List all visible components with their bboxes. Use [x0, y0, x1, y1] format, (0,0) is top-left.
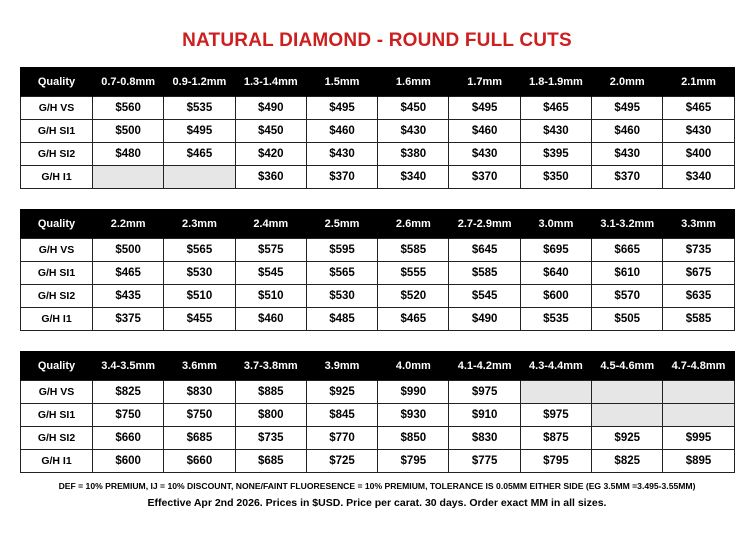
empty-price-cell [93, 166, 164, 189]
price-cell: $530 [306, 285, 377, 308]
price-cell: $375 [93, 308, 164, 331]
column-header-size: 2.3mm [164, 209, 235, 239]
price-cell: $520 [378, 285, 449, 308]
column-header-size: 4.5-4.6mm [592, 351, 663, 381]
column-header-size: 1.3-1.4mm [235, 67, 306, 97]
price-cell: $675 [663, 262, 734, 285]
price-cell: $490 [235, 97, 306, 120]
price-cell: $975 [449, 381, 520, 404]
column-header-size: 1.7mm [449, 67, 520, 97]
price-cell: $830 [449, 427, 520, 450]
table-row [21, 97, 735, 120]
price-cell: $830 [164, 381, 235, 404]
price-cell: $370 [592, 166, 663, 189]
column-header-quality: Quality [21, 209, 93, 239]
price-cell: $480 [93, 143, 164, 166]
table-row [21, 404, 735, 427]
price-cell: $530 [164, 262, 235, 285]
price-cell: $545 [235, 262, 306, 285]
quality-cell: G/H SI1 [21, 404, 93, 427]
price-cell: $750 [164, 404, 235, 427]
price-cell: $465 [663, 97, 734, 120]
empty-price-cell [592, 381, 663, 404]
price-cell: $430 [378, 120, 449, 143]
price-cell: $575 [235, 239, 306, 262]
table-row [21, 285, 735, 308]
quality-cell: G/H SI2 [21, 285, 93, 308]
column-header-size: 2.2mm [93, 209, 164, 239]
table-row [21, 427, 735, 450]
price-cell: $435 [93, 285, 164, 308]
quality-cell: G/H SI2 [21, 143, 93, 166]
price-cell: $430 [592, 143, 663, 166]
quality-cell: G/H I1 [21, 308, 93, 331]
column-header-size: 3.0mm [520, 209, 591, 239]
price-cell: $465 [164, 143, 235, 166]
price-cell: $685 [164, 427, 235, 450]
price-cell: $460 [306, 120, 377, 143]
empty-price-cell [592, 404, 663, 427]
pricing-footnote: DEF = 10% PREMIUM, IJ = 10% DISCOUNT, NONE/FAINT FLUORESENCE = 10% PREMIUM, TOLERANCE IS 0.05MM EITHER SIDE (EG 3.5MM =3.495-3.55MM) [58, 481, 696, 491]
price-cell: $430 [520, 120, 591, 143]
table-row [21, 239, 735, 262]
price-cell: $360 [235, 166, 306, 189]
table-row [21, 262, 735, 285]
column-header-size: 2.6mm [378, 209, 449, 239]
column-header-size: 2.4mm [235, 209, 306, 239]
column-header-size: 3.4-3.5mm [93, 351, 164, 381]
price-cell: $450 [235, 120, 306, 143]
quality-cell: G/H VS [21, 381, 93, 404]
price-cell: $340 [378, 166, 449, 189]
price-cell: $510 [164, 285, 235, 308]
empty-price-cell [663, 381, 734, 404]
price-cell: $725 [306, 450, 377, 473]
column-header-size: 3.6mm [164, 351, 235, 381]
table-row [21, 120, 735, 143]
price-cell: $460 [235, 308, 306, 331]
price-cell: $430 [306, 143, 377, 166]
column-header-size: 3.1-3.2mm [592, 209, 663, 239]
column-header-size: 3.9mm [306, 351, 377, 381]
price-cell: $460 [592, 120, 663, 143]
price-cell: $565 [306, 262, 377, 285]
column-header-size: 2.7-2.9mm [449, 209, 520, 239]
price-cell: $420 [235, 143, 306, 166]
price-cell: $535 [164, 97, 235, 120]
price-cell: $795 [520, 450, 591, 473]
table-row [21, 143, 735, 166]
price-cell: $340 [663, 166, 734, 189]
price-cell: $430 [663, 120, 734, 143]
price-cell: $505 [592, 308, 663, 331]
price-cell: $465 [520, 97, 591, 120]
column-header-quality: Quality [21, 67, 93, 97]
price-cell: $995 [663, 427, 734, 450]
price-cell: $795 [378, 450, 449, 473]
price-cell: $600 [93, 450, 164, 473]
price-cell: $885 [235, 381, 306, 404]
empty-price-cell [663, 404, 734, 427]
empty-price-cell [520, 381, 591, 404]
column-header-size: 1.5mm [306, 67, 377, 97]
column-header-quality: Quality [21, 351, 93, 381]
price-cell: $930 [378, 404, 449, 427]
price-cell: $460 [449, 120, 520, 143]
price-cell: $450 [378, 97, 449, 120]
column-header-size: 0.7-0.8mm [93, 67, 164, 97]
price-cell: $465 [378, 308, 449, 331]
price-cell: $925 [306, 381, 377, 404]
price-cell: $585 [663, 308, 734, 331]
table-row [21, 450, 735, 473]
price-cell: $535 [520, 308, 591, 331]
price-cell: $660 [93, 427, 164, 450]
price-cell: $495 [164, 120, 235, 143]
price-cell: $750 [93, 404, 164, 427]
price-cell: $500 [93, 239, 164, 262]
price-cell: $610 [592, 262, 663, 285]
price-cell: $585 [378, 239, 449, 262]
column-header-size: 2.1mm [663, 67, 734, 97]
price-cell: $500 [93, 120, 164, 143]
column-header-size: 1.6mm [378, 67, 449, 97]
price-cell: $825 [93, 381, 164, 404]
effective-date-note: Effective Apr 2nd 2026. Prices in $USD. Price per carat. 30 days. Order exact MM in all sizes. [147, 497, 607, 509]
price-cell: $490 [449, 308, 520, 331]
price-cell: $495 [306, 97, 377, 120]
price-cell: $635 [663, 285, 734, 308]
table-row [21, 308, 735, 331]
header-row [21, 67, 735, 97]
quality-cell: G/H I1 [21, 166, 93, 189]
price-cell: $380 [378, 143, 449, 166]
price-cell: $695 [520, 239, 591, 262]
quality-cell: G/H SI1 [21, 262, 93, 285]
price-cell: $685 [235, 450, 306, 473]
price-cell: $775 [449, 450, 520, 473]
price-cell: $990 [378, 381, 449, 404]
column-header-size: 4.0mm [378, 351, 449, 381]
price-cell: $825 [592, 450, 663, 473]
column-header-size: 4.1-4.2mm [449, 351, 520, 381]
header-row [21, 351, 735, 381]
table-row [21, 381, 735, 404]
price-cell: $510 [235, 285, 306, 308]
price-cell: $925 [592, 427, 663, 450]
price-cell: $770 [306, 427, 377, 450]
price-cell: $645 [449, 239, 520, 262]
column-header-size: 2.5mm [306, 209, 377, 239]
price-cell: $560 [93, 97, 164, 120]
price-cell: $660 [164, 450, 235, 473]
price-cell: $910 [449, 404, 520, 427]
price-cell: $585 [449, 262, 520, 285]
price-cell: $545 [449, 285, 520, 308]
price-table-2 [20, 209, 735, 331]
quality-cell: G/H VS [21, 97, 93, 120]
price-cell: $800 [235, 404, 306, 427]
column-header-size: 0.9-1.2mm [164, 67, 235, 97]
quality-cell: G/H VS [21, 239, 93, 262]
page-title: NATURAL DIAMOND - ROUND FULL CUTS [182, 30, 572, 51]
price-cell: $895 [663, 450, 734, 473]
column-header-size: 4.3-4.4mm [520, 351, 591, 381]
price-cell: $465 [93, 262, 164, 285]
price-cell: $845 [306, 404, 377, 427]
column-header-size: 2.0mm [592, 67, 663, 97]
table-row [21, 166, 735, 189]
price-cell: $430 [449, 143, 520, 166]
column-header-size: 1.8-1.9mm [520, 67, 591, 97]
price-table-3 [20, 351, 735, 473]
price-cell: $370 [449, 166, 520, 189]
quality-cell: G/H SI2 [21, 427, 93, 450]
price-table-1 [20, 67, 735, 189]
price-cell: $640 [520, 262, 591, 285]
price-cell: $395 [520, 143, 591, 166]
price-cell: $595 [306, 239, 377, 262]
price-cell: $370 [306, 166, 377, 189]
price-cell: $975 [520, 404, 591, 427]
price-cell: $400 [663, 143, 734, 166]
price-cell: $565 [164, 239, 235, 262]
quality-cell: G/H I1 [21, 450, 93, 473]
price-cell: $455 [164, 308, 235, 331]
price-cell: $735 [235, 427, 306, 450]
price-cell: $555 [378, 262, 449, 285]
price-cell: $570 [592, 285, 663, 308]
quality-cell: G/H SI1 [21, 120, 93, 143]
header-row [21, 209, 735, 239]
column-header-size: 3.3mm [663, 209, 734, 239]
column-header-size: 4.7-4.8mm [663, 351, 734, 381]
price-cell: $600 [520, 285, 591, 308]
price-cell: $735 [663, 239, 734, 262]
empty-price-cell [164, 166, 235, 189]
price-cell: $485 [306, 308, 377, 331]
price-cell: $850 [378, 427, 449, 450]
price-cell: $875 [520, 427, 591, 450]
price-cell: $495 [592, 97, 663, 120]
price-cell: $350 [520, 166, 591, 189]
column-header-size: 3.7-3.8mm [235, 351, 306, 381]
price-cell: $665 [592, 239, 663, 262]
price-cell: $495 [449, 97, 520, 120]
